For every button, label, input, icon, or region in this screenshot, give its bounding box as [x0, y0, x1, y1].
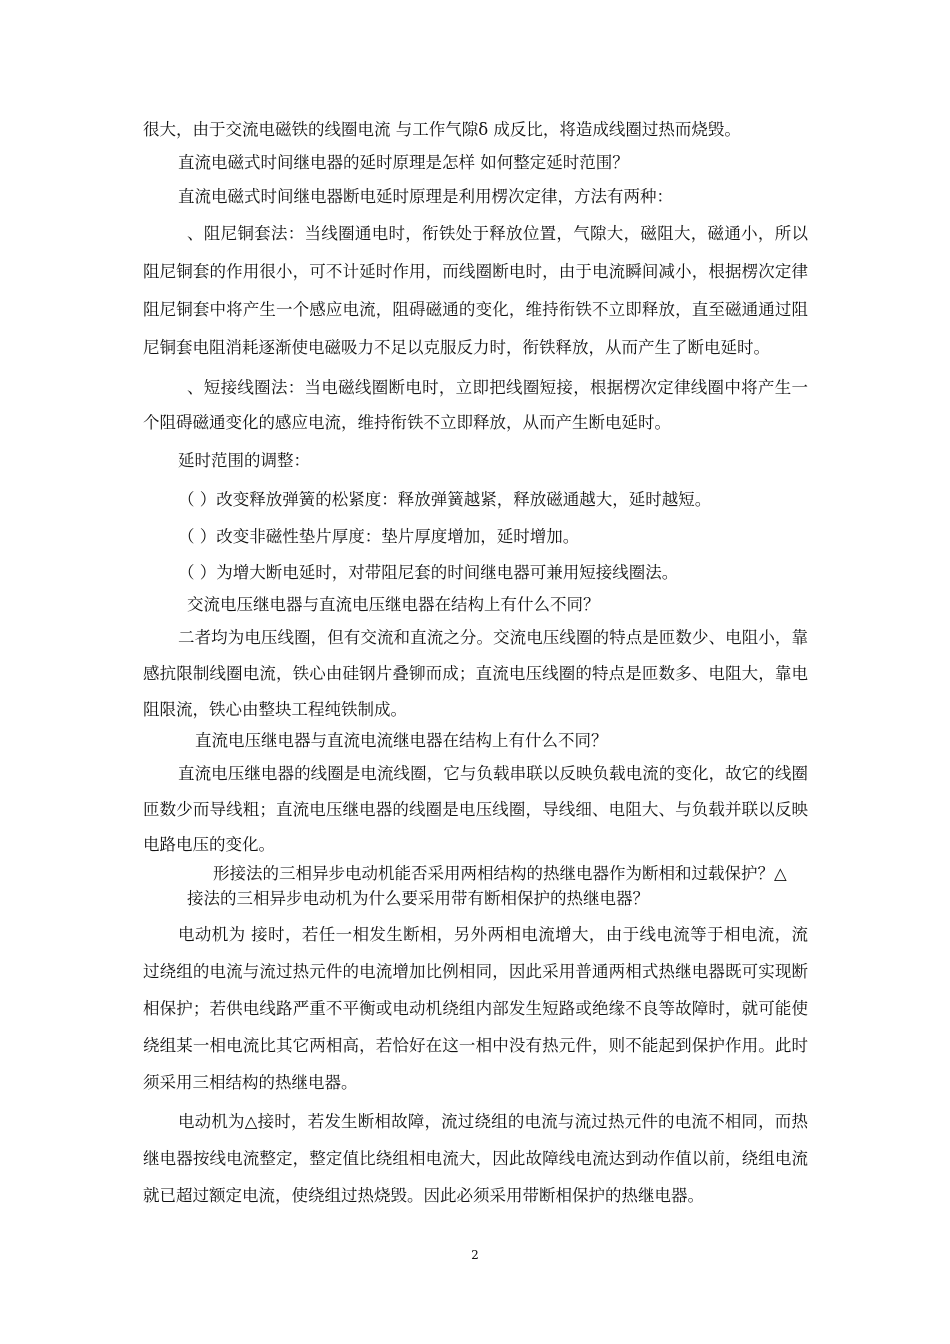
text-line: 、短接线圈法：当电磁线圈断电时，立即把线圈短接，根据楞次定律线圈中将产生一: [187, 378, 808, 397]
question-line: 接法的三相异步电动机为什么要采用带有断相保护的热继电器？: [187, 889, 649, 908]
question-line: 形接法的三相异步电动机能否采用两相结构的热继电器作为断相和过载保护？△: [213, 864, 787, 883]
list-item: （ ）为增大断电延时，对带阻尼套的时间继电器可兼用短接线圈法。: [178, 563, 679, 582]
question-line: 直流电压继电器与直流电流继电器在结构上有什么不同？: [195, 731, 608, 750]
text-line: 二者均为电压线圈，但有交流和直流之分。交流电压线圈的特点是匝数少、电阻小，靠: [178, 628, 808, 647]
text-line: 尼铜套电阻消耗逐渐使电磁吸力不足以克服反力时，衔铁释放，从而产生了断电延时。: [143, 338, 770, 357]
question-line: 交流电压继电器与直流电压继电器在结构上有什么不同？: [187, 595, 600, 614]
text-line: 感抗限制线圈电流，铁心由硅钢片叠铆而成；直流电压线圈的特点是匝数多、电阻大，靠电: [143, 664, 808, 683]
text-line: 绕组某一相电流比其它两相高，若恰好在这一相中没有热元件，则不能起到保护作用。此时: [143, 1036, 808, 1055]
text-line: 过绕组的电流与流过热元件的电流增加比例相同，因此采用普通两相式热继电器既可实现断: [143, 962, 808, 981]
text-line: 延时范围的调整：: [178, 451, 310, 470]
text-line: 电动机为△接时，若发生断相故障，流过绕组的电流与流过热元件的电流不相同，而热: [178, 1112, 808, 1131]
text-line: 须采用三相结构的热继电器。: [143, 1073, 358, 1092]
text-line: 直流电压继电器的线圈是电流线圈，它与负载串联以反映负载电流的变化，故它的线圈: [178, 764, 808, 783]
text-line: 个阻碍磁通变化的感应电流，维持衔铁不立即释放，从而产生断电延时。: [143, 413, 671, 432]
list-item: （ ）改变非磁性垫片厚度：垫片厚度增加，延时增加。: [178, 527, 580, 546]
text-line: 阻尼铜套中将产生一个感应电流，阻碍磁通的变化，维持衔铁不立即释放，直至磁通通过阻: [143, 300, 808, 319]
text-line: 相保护；若供电线路严重不平衡或电动机绕组内部发生短路或绝缘不良等故障时，就可能使: [143, 999, 808, 1018]
text-line: 继电器按线电流整定，整定值比绕组相电流大，因此故障线电流达到动作值以前，绕组电流: [143, 1149, 808, 1168]
text-line: 直流电磁式时间继电器断电延时原理是利用楞次定律，方法有两种：: [178, 187, 673, 206]
list-item: （ ）改变释放弹簧的松紧度：释放弹簧越紧，释放磁通越大，延时越短。: [178, 490, 712, 509]
page-number: 2: [471, 1248, 479, 1262]
text-line: 就已超过额定电流，使绕组过热烧毁。因此必须采用带断相保护的热继电器。: [143, 1186, 704, 1205]
text-line: 阻尼铜套的作用很小，可不计延时作用，而线圈断电时，由于电流瞬间减小，根据楞次定律: [143, 262, 808, 281]
text-line: 很大，由于交流电磁铁的线圈电流 与工作气隙δ 成反比，将造成线圈过热而烧毁。: [143, 120, 741, 139]
text-line: 电路电压的变化。: [143, 835, 275, 854]
text-line: 阻限流，铁心由整块工程纯铁制成。: [143, 700, 407, 719]
question-line: 直流电磁式时间继电器的延时原理是怎样 如何整定延时范围？: [178, 153, 629, 172]
text-line: 、阻尼铜套法：当线圈通电时，衔铁处于释放位置，气隙大，磁阻大，磁通小，所以: [187, 224, 808, 243]
text-line: 匝数少而导线粗；直流电压继电器的线圈是电压线圈，导线细、电阻大、与负载并联以反映: [143, 800, 808, 819]
text-line: 电动机为 接时，若任一相发生断相，另外两相电流增大，由于线电流等于相电流，流: [178, 925, 808, 944]
